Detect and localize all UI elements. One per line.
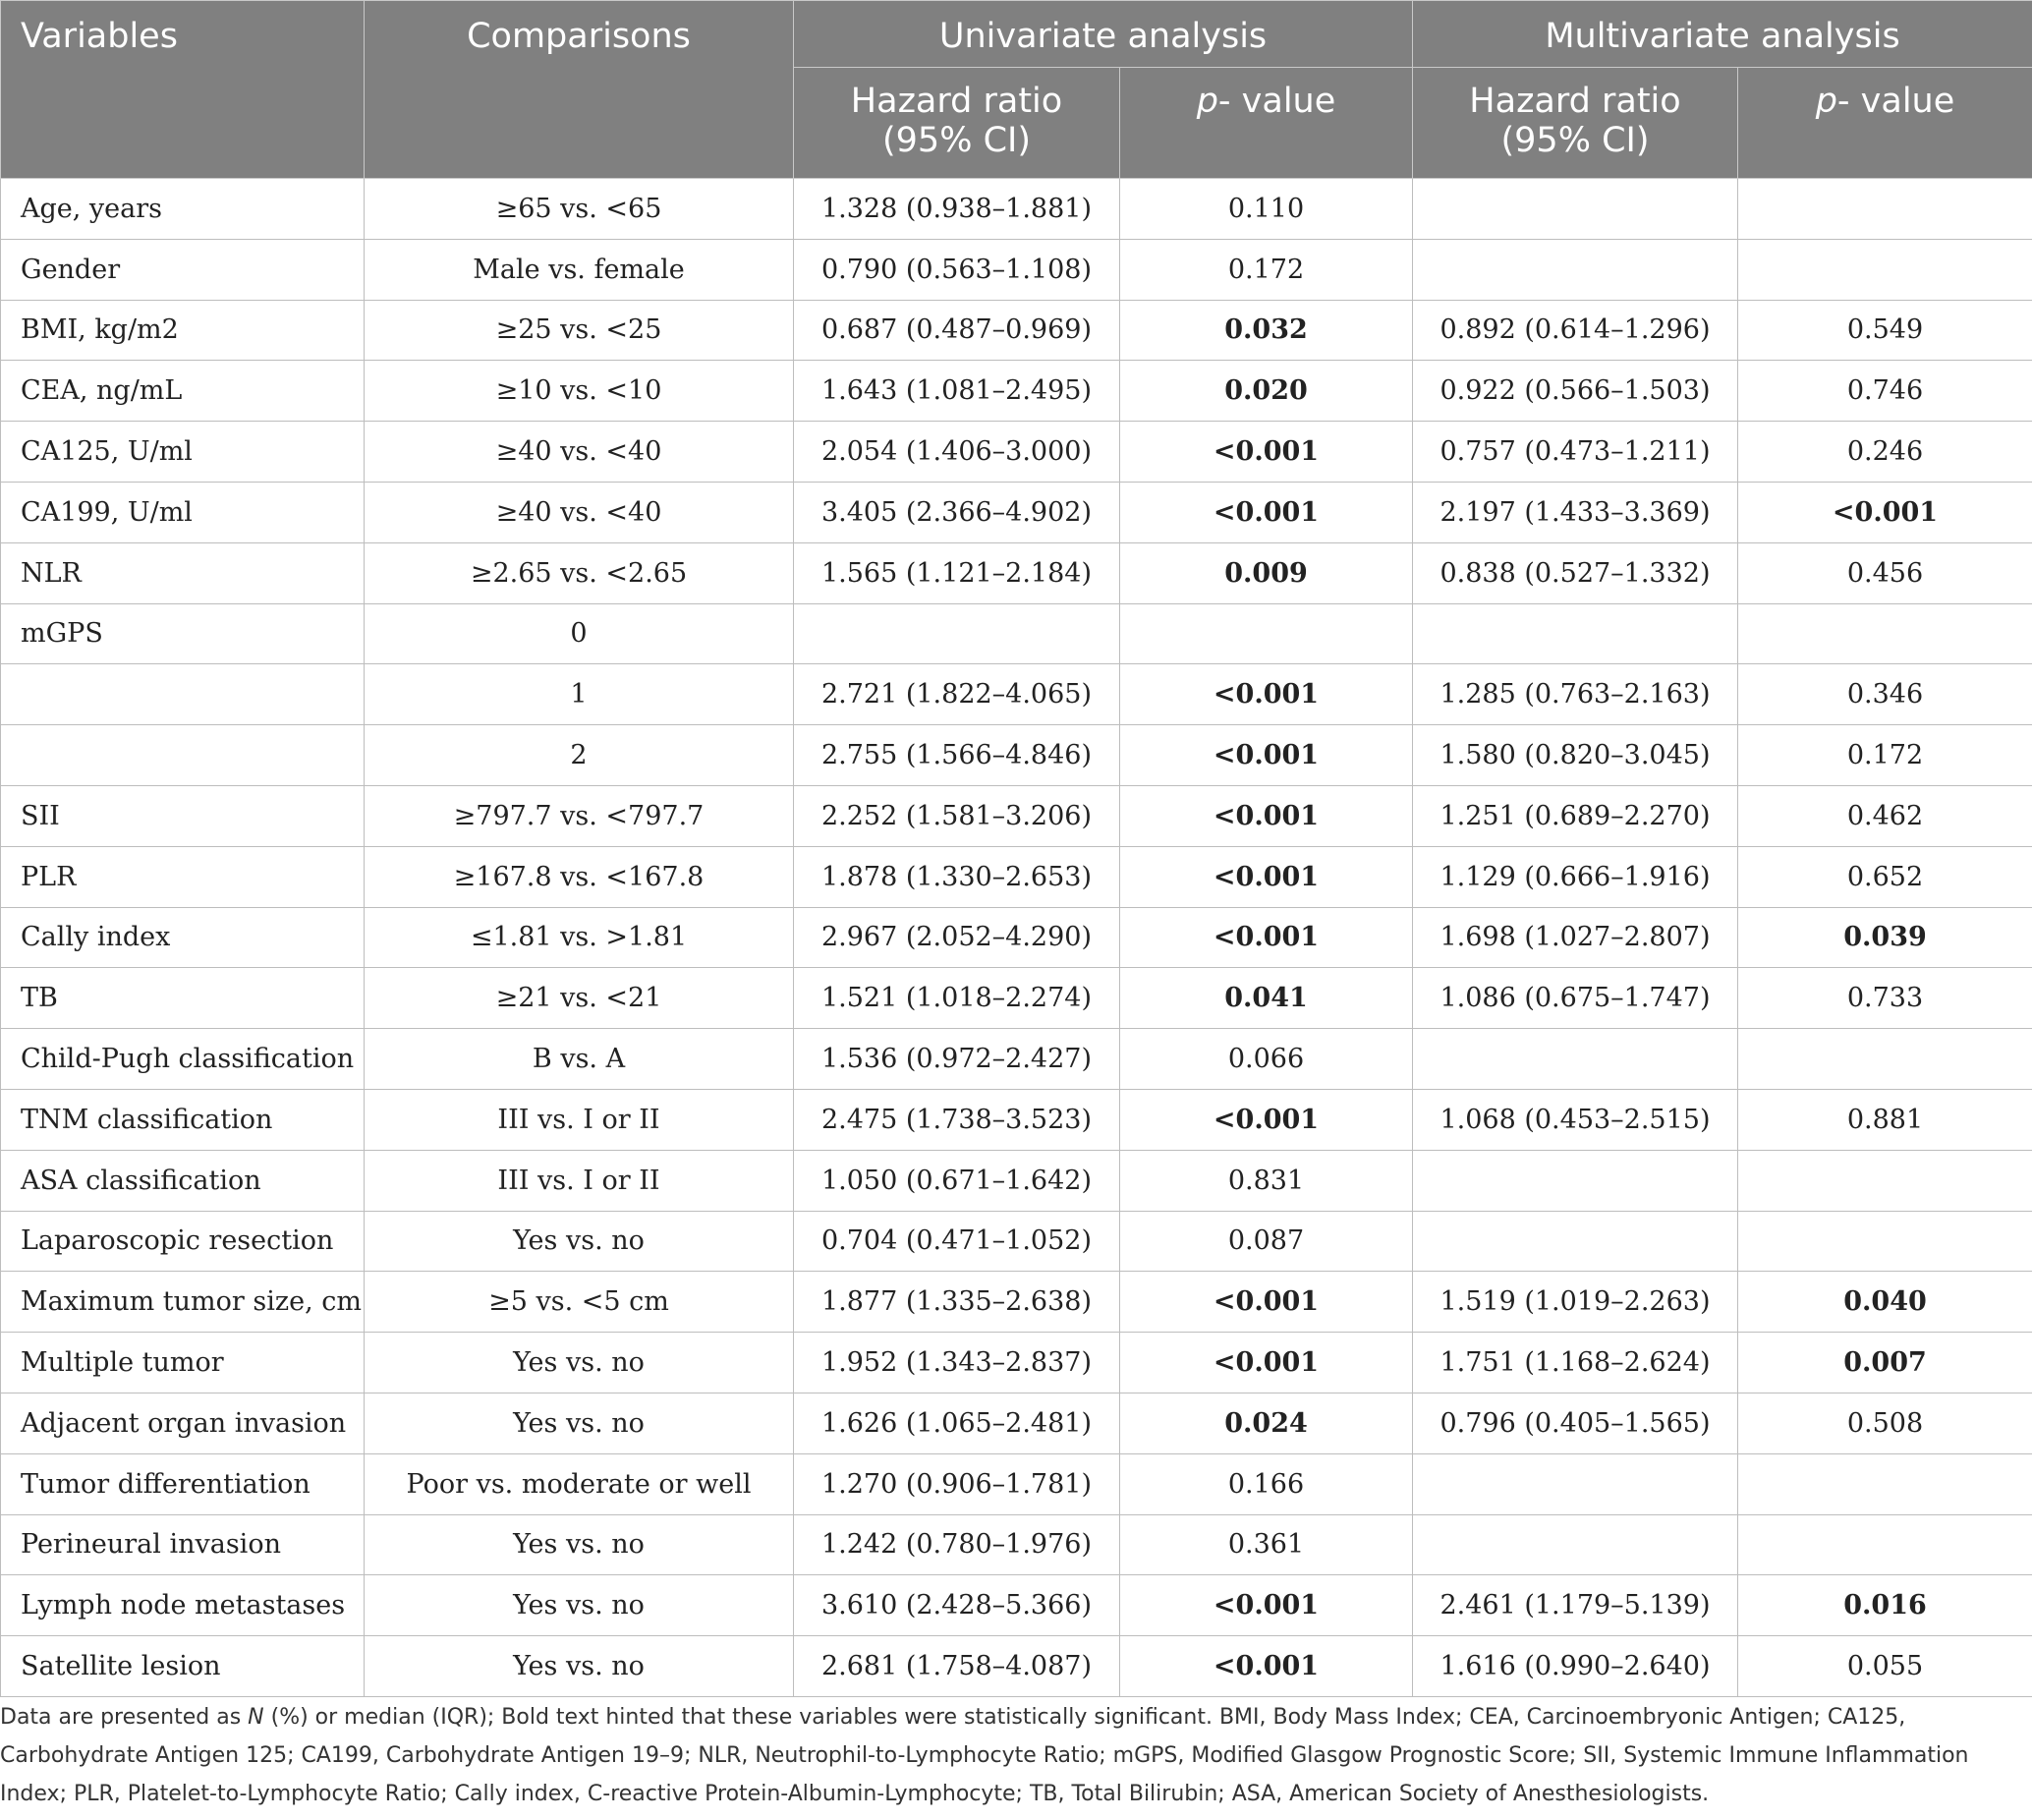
cell-multivariate-p-value: 0.016	[1738, 1575, 2032, 1636]
table-row	[1, 1514, 2032, 1575]
cell-multivariate-hazard-ratio: 1.616 (0.990–2.640)	[1413, 1636, 1738, 1697]
hazard-ratio-ci-label: (95% CI)	[882, 121, 1031, 160]
p-value-label: - value	[1836, 82, 1955, 121]
cell-variable: Laparoscopic resection	[1, 1211, 365, 1272]
cell-comparison: ≥25 vs. <25	[365, 300, 794, 361]
cell-variable: Adjacent organ invasion	[1, 1393, 365, 1453]
table-header	[1, 1, 2032, 179]
cell-multivariate-hazard-ratio	[1413, 179, 1738, 240]
cell-comparison: ≥167.8 vs. <167.8	[365, 846, 794, 907]
cell-multivariate-p-value: 0.172	[1738, 725, 2032, 786]
cell-multivariate-p-value: 0.652	[1738, 846, 2032, 907]
table-row	[1, 1272, 2032, 1333]
cell-multivariate-hazard-ratio: 1.129 (0.666–1.916)	[1413, 846, 1738, 907]
cell-univariate-hazard-ratio: 2.967 (2.052–4.290)	[794, 907, 1120, 968]
cell-variable: Cally index	[1, 907, 365, 968]
cell-variable: CA125, U/ml	[1, 422, 365, 483]
cell-multivariate-hazard-ratio	[1413, 1150, 1738, 1211]
cell-variable	[1, 725, 365, 786]
cell-comparison: Yes vs. no	[365, 1333, 794, 1393]
cell-multivariate-hazard-ratio	[1413, 1211, 1738, 1272]
cell-univariate-p-value: <0.001	[1120, 725, 1413, 786]
cell-univariate-p-value: <0.001	[1120, 1636, 1413, 1697]
cell-univariate-p-value: <0.001	[1120, 422, 1413, 483]
table-body	[1, 179, 2032, 1697]
cell-univariate-p-value	[1120, 603, 1413, 664]
footnote-text: (%) or median (IQR); Bold text hinted that these variables were statistically significant. BMI, Body Mass Index; CEA, Carcinoembryonic Antigen; CA125, Carbohydrate Antigen 125; CA199, Carbohydrate Antigen 19–9; NLR, Neutrophil-to-Lymphocyte Ratio; mGPS, Modified Glasgow Prognostic Score; SII, Systemic Immune Inflammation Index; PLR, Platelet-to-Lymphocyte Ratio; Cally index, C-reactive Protein-Albumin-Lymphocyte; TB, Total Bilirubin; ASA, American Society of Anesthesiologists.	[0, 1705, 1969, 1806]
table-row	[1, 239, 2032, 300]
table-row	[1, 1636, 2032, 1697]
cell-multivariate-hazard-ratio: 2.197 (1.433–3.369)	[1413, 482, 1738, 542]
cell-multivariate-hazard-ratio	[1413, 1029, 1738, 1090]
table-row	[1, 422, 2032, 483]
p-italic: p	[1815, 82, 1837, 121]
cell-multivariate-p-value: 0.462	[1738, 785, 2032, 846]
cell-univariate-p-value: 0.066	[1120, 1029, 1413, 1090]
table-row	[1, 1211, 2032, 1272]
table-row	[1, 1029, 2032, 1090]
cell-univariate-hazard-ratio: 1.050 (0.671–1.642)	[794, 1150, 1120, 1211]
cell-univariate-hazard-ratio: 2.054 (1.406–3.000)	[794, 422, 1120, 483]
cell-comparison: ≥5 vs. <5 cm	[365, 1272, 794, 1333]
table-row	[1, 785, 2032, 846]
cell-multivariate-p-value	[1738, 1453, 2032, 1514]
cell-multivariate-hazard-ratio: 1.068 (0.453–2.515)	[1413, 1089, 1738, 1150]
header-univariate: Univariate analysis	[794, 1, 1413, 68]
cell-multivariate-hazard-ratio: 0.922 (0.566–1.503)	[1413, 361, 1738, 422]
cell-multivariate-hazard-ratio: 0.757 (0.473–1.211)	[1413, 422, 1738, 483]
cell-comparison: ≥2.65 vs. <2.65	[365, 542, 794, 603]
cell-variable: Lymph node metastases	[1, 1575, 365, 1636]
cell-multivariate-p-value	[1738, 1514, 2032, 1575]
cell-univariate-p-value: <0.001	[1120, 1575, 1413, 1636]
cell-multivariate-hazard-ratio: 1.580 (0.820–3.045)	[1413, 725, 1738, 786]
cell-univariate-p-value: 0.087	[1120, 1211, 1413, 1272]
cell-variable: TB	[1, 968, 365, 1029]
cell-variable: Gender	[1, 239, 365, 300]
table-row	[1, 300, 2032, 361]
cell-comparison: 2	[365, 725, 794, 786]
cell-comparison: Male vs. female	[365, 239, 794, 300]
cell-univariate-hazard-ratio	[794, 603, 1120, 664]
header-multivariate: Multivariate analysis	[1413, 1, 2032, 68]
cell-variable: TNM classification	[1, 1089, 365, 1150]
table-row	[1, 1575, 2032, 1636]
cell-multivariate-hazard-ratio: 0.892 (0.614–1.296)	[1413, 300, 1738, 361]
table-row	[1, 542, 2032, 603]
cell-univariate-p-value: 0.024	[1120, 1393, 1413, 1453]
cell-univariate-p-value: <0.001	[1120, 482, 1413, 542]
table-row	[1, 1150, 2032, 1211]
cell-multivariate-p-value: 0.508	[1738, 1393, 2032, 1453]
footnote-n: N	[248, 1705, 264, 1730]
cell-univariate-hazard-ratio: 1.626 (1.065–2.481)	[794, 1393, 1120, 1453]
cell-univariate-p-value: 0.110	[1120, 179, 1413, 240]
cell-comparison: ≥21 vs. <21	[365, 968, 794, 1029]
header-comparisons-spacer	[365, 68, 794, 179]
cell-univariate-hazard-ratio: 2.755 (1.566–4.846)	[794, 725, 1120, 786]
cell-variable: mGPS	[1, 603, 365, 664]
cell-univariate-hazard-ratio: 0.704 (0.471–1.052)	[794, 1211, 1120, 1272]
cell-univariate-hazard-ratio: 1.643 (1.081–2.495)	[794, 361, 1120, 422]
cell-univariate-p-value: <0.001	[1120, 1272, 1413, 1333]
cell-comparison: Yes vs. no	[365, 1211, 794, 1272]
cell-univariate-p-value: 0.020	[1120, 361, 1413, 422]
cell-univariate-p-value: <0.001	[1120, 785, 1413, 846]
table-row	[1, 361, 2032, 422]
cell-univariate-hazard-ratio: 1.565 (1.121–2.184)	[794, 542, 1120, 603]
cell-multivariate-hazard-ratio: 2.461 (1.179–5.139)	[1413, 1575, 1738, 1636]
cell-comparison: ≥40 vs. <40	[365, 482, 794, 542]
cell-variable: Multiple tumor	[1, 1333, 365, 1393]
table-row	[1, 1333, 2032, 1393]
cell-multivariate-p-value	[1738, 1029, 2032, 1090]
cell-variable: Tumor differentiation	[1, 1453, 365, 1514]
table-row	[1, 482, 2032, 542]
cell-multivariate-p-value: 0.881	[1738, 1089, 2032, 1150]
header-comparisons: Comparisons	[365, 1, 794, 68]
cell-variable: CA199, U/ml	[1, 482, 365, 542]
footnote-prefix: Data are presented as	[0, 1705, 249, 1730]
cell-multivariate-hazard-ratio	[1413, 1453, 1738, 1514]
cell-univariate-p-value: 0.041	[1120, 968, 1413, 1029]
header-uni-hazard-ratio	[794, 68, 1120, 179]
cell-variable: Age, years	[1, 179, 365, 240]
cell-univariate-hazard-ratio: 0.687 (0.487–0.969)	[794, 300, 1120, 361]
cell-multivariate-p-value	[1738, 1211, 2032, 1272]
table-row	[1, 603, 2032, 664]
cell-univariate-p-value: <0.001	[1120, 664, 1413, 725]
cell-multivariate-hazard-ratio	[1413, 1514, 1738, 1575]
header-uni-p-value	[1120, 68, 1413, 179]
cell-multivariate-p-value	[1738, 179, 2032, 240]
cell-univariate-hazard-ratio: 2.475 (1.738–3.523)	[794, 1089, 1120, 1150]
cell-variable: ASA classification	[1, 1150, 365, 1211]
cell-univariate-p-value: 0.361	[1120, 1514, 1413, 1575]
cell-univariate-hazard-ratio: 1.878 (1.330–2.653)	[794, 846, 1120, 907]
cell-univariate-p-value: <0.001	[1120, 1333, 1413, 1393]
cell-univariate-p-value: 0.166	[1120, 1453, 1413, 1514]
cell-multivariate-p-value	[1738, 1150, 2032, 1211]
cell-multivariate-p-value: 0.746	[1738, 361, 2032, 422]
table-row	[1, 1453, 2032, 1514]
header-multi-hazard-ratio	[1413, 68, 1738, 179]
cell-univariate-hazard-ratio: 1.521 (1.018–2.274)	[794, 968, 1120, 1029]
cell-comparison: ≥65 vs. <65	[365, 179, 794, 240]
cell-comparison: ≥10 vs. <10	[365, 361, 794, 422]
cell-multivariate-hazard-ratio: 1.285 (0.763–2.163)	[1413, 664, 1738, 725]
cell-comparison: 0	[365, 603, 794, 664]
cell-multivariate-hazard-ratio: 1.519 (1.019–2.263)	[1413, 1272, 1738, 1333]
cell-variable	[1, 664, 365, 725]
cell-univariate-hazard-ratio: 3.405 (2.366–4.902)	[794, 482, 1120, 542]
cell-multivariate-p-value: 0.733	[1738, 968, 2032, 1029]
cell-comparison: ≥40 vs. <40	[365, 422, 794, 483]
cell-univariate-hazard-ratio: 1.536 (0.972–2.427)	[794, 1029, 1120, 1090]
cell-comparison: ≥797.7 vs. <797.7	[365, 785, 794, 846]
table-row	[1, 907, 2032, 968]
cell-multivariate-hazard-ratio: 0.838 (0.527–1.332)	[1413, 542, 1738, 603]
cell-comparison: 1	[365, 664, 794, 725]
cell-multivariate-p-value: 0.549	[1738, 300, 2032, 361]
cell-multivariate-hazard-ratio	[1413, 239, 1738, 300]
cell-multivariate-p-value: 0.346	[1738, 664, 2032, 725]
table-row	[1, 968, 2032, 1029]
header-variables: Variables	[1, 1, 365, 68]
cell-variable: NLR	[1, 542, 365, 603]
cell-multivariate-p-value	[1738, 239, 2032, 300]
table-row	[1, 846, 2032, 907]
cell-variable: PLR	[1, 846, 365, 907]
p-value-label: - value	[1217, 82, 1336, 121]
cell-univariate-p-value: <0.001	[1120, 1089, 1413, 1150]
cell-univariate-hazard-ratio: 0.790 (0.563–1.108)	[794, 239, 1120, 300]
cell-multivariate-p-value: 0.456	[1738, 542, 2032, 603]
cell-univariate-p-value: 0.172	[1120, 239, 1413, 300]
hazard-ratio-label: Hazard ratio	[1469, 82, 1681, 121]
cell-univariate-hazard-ratio: 1.877 (1.335–2.638)	[794, 1272, 1120, 1333]
cell-univariate-hazard-ratio: 2.252 (1.581–3.206)	[794, 785, 1120, 846]
cell-multivariate-p-value: 0.040	[1738, 1272, 2032, 1333]
cell-comparison: III vs. I or II	[365, 1150, 794, 1211]
cell-variable: BMI, kg/m2	[1, 300, 365, 361]
table-footnote	[0, 1698, 1995, 1813]
cell-multivariate-p-value: 0.246	[1738, 422, 2032, 483]
cell-comparison: Poor vs. moderate or well	[365, 1453, 794, 1514]
cell-univariate-hazard-ratio: 1.328 (0.938–1.881)	[794, 179, 1120, 240]
cell-variable: Satellite lesion	[1, 1636, 365, 1697]
cell-multivariate-p-value: 0.039	[1738, 907, 2032, 968]
cell-multivariate-p-value: 0.055	[1738, 1636, 2032, 1697]
cell-univariate-hazard-ratio: 2.681 (1.758–4.087)	[794, 1636, 1120, 1697]
cell-univariate-p-value: 0.831	[1120, 1150, 1413, 1211]
p-italic: p	[1196, 82, 1218, 121]
hazard-ratio-ci-label: (95% CI)	[1500, 121, 1650, 160]
cell-univariate-p-value: <0.001	[1120, 907, 1413, 968]
cell-multivariate-p-value: <0.001	[1738, 482, 2032, 542]
cell-univariate-hazard-ratio: 3.610 (2.428–5.366)	[794, 1575, 1120, 1636]
cell-variable: Perineural invasion	[1, 1514, 365, 1575]
table-row	[1, 1089, 2032, 1150]
cell-multivariate-p-value: 0.007	[1738, 1333, 2032, 1393]
cell-variable: SII	[1, 785, 365, 846]
cell-multivariate-hazard-ratio: 1.251 (0.689–2.270)	[1413, 785, 1738, 846]
cell-variable: CEA, ng/mL	[1, 361, 365, 422]
cell-comparison: Yes vs. no	[365, 1636, 794, 1697]
cell-variable: Maximum tumor size, cm	[1, 1272, 365, 1333]
table-row	[1, 1393, 2032, 1453]
cell-multivariate-hazard-ratio	[1413, 603, 1738, 664]
table-row	[1, 725, 2032, 786]
cell-multivariate-hazard-ratio: 1.751 (1.168–2.624)	[1413, 1333, 1738, 1393]
cell-multivariate-hazard-ratio: 1.698 (1.027–2.807)	[1413, 907, 1738, 968]
cell-univariate-p-value: 0.009	[1120, 542, 1413, 603]
table-row	[1, 664, 2032, 725]
cell-comparison: Yes vs. no	[365, 1575, 794, 1636]
cell-univariate-hazard-ratio: 1.270 (0.906–1.781)	[794, 1453, 1120, 1514]
table-row	[1, 179, 2032, 240]
cell-comparison: III vs. I or II	[365, 1089, 794, 1150]
cell-comparison: B vs. A	[365, 1029, 794, 1090]
cell-univariate-p-value: 0.032	[1120, 300, 1413, 361]
cell-univariate-p-value: <0.001	[1120, 846, 1413, 907]
cell-comparison: ≤1.81 vs. >1.81	[365, 907, 794, 968]
cell-variable: Child-Pugh classification	[1, 1029, 365, 1090]
cell-multivariate-hazard-ratio: 0.796 (0.405–1.565)	[1413, 1393, 1738, 1453]
cell-comparison: Yes vs. no	[365, 1514, 794, 1575]
hazard-ratio-label: Hazard ratio	[850, 82, 1063, 121]
cell-multivariate-p-value	[1738, 603, 2032, 664]
cell-univariate-hazard-ratio: 2.721 (1.822–4.065)	[794, 664, 1120, 725]
cell-univariate-hazard-ratio: 1.242 (0.780–1.976)	[794, 1514, 1120, 1575]
cell-multivariate-hazard-ratio: 1.086 (0.675–1.747)	[1413, 968, 1738, 1029]
header-variables-spacer	[1, 68, 365, 179]
header-multi-p-value	[1738, 68, 2032, 179]
cell-univariate-hazard-ratio: 1.952 (1.343–2.837)	[794, 1333, 1120, 1393]
cell-comparison: Yes vs. no	[365, 1393, 794, 1453]
